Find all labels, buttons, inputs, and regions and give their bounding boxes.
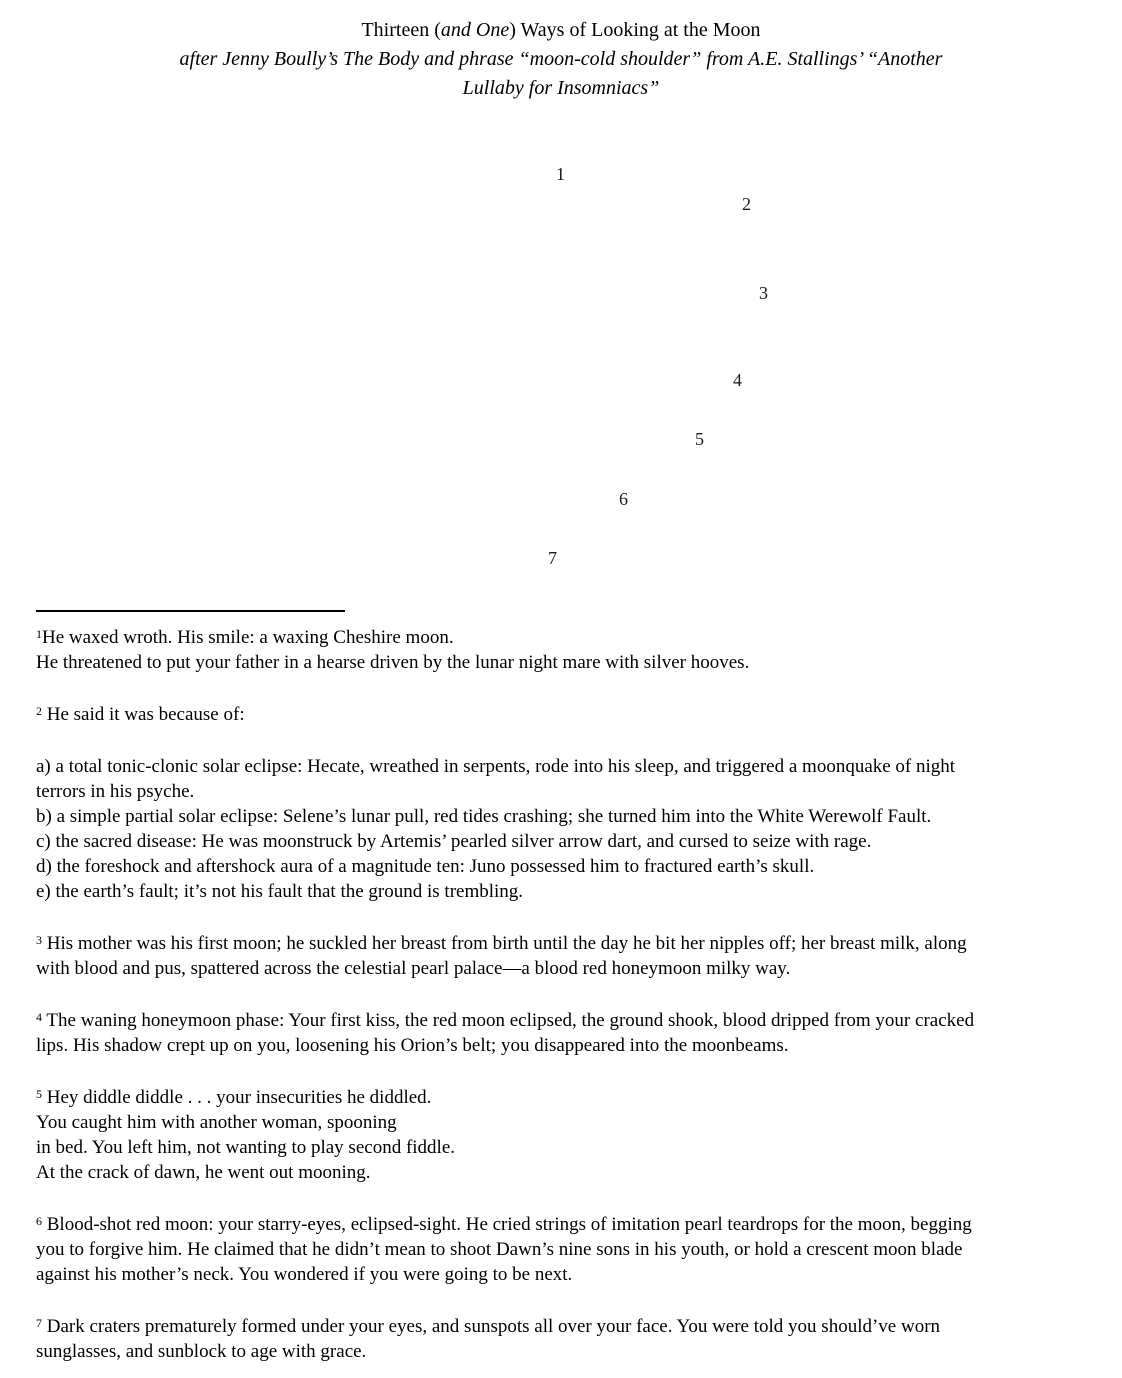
footnote-6-marker: 6 [36, 1214, 42, 1228]
footnote-3 [36, 931, 1092, 981]
footnote-ref-6: 6 [619, 489, 628, 509]
footnote-4 [36, 1008, 1092, 1058]
footnote-line: in bed. You left him, not wanting to play second fiddle. [36, 1137, 456, 1158]
footnote-line: against his mother’s neck. You wondered if you were going to be next. [36, 1264, 573, 1285]
footnote-ref-7: 7 [548, 548, 557, 568]
footnote-ref-4: 4 [733, 370, 742, 390]
footnote-line: At the crack of dawn, he went out mooning. [36, 1162, 371, 1183]
footnote-line [36, 1212, 1092, 1237]
subtitle-line-2: Lullaby for Insomniacs” [462, 77, 660, 99]
footnote-line [36, 1314, 1092, 1339]
footnote-text: His mother was his first moon; he suckled her breast from birth until the day he bit her nipples off; her breast milk, along [42, 933, 967, 954]
footnote-7-marker: 7 [36, 1316, 42, 1330]
footnote-5 [36, 1085, 1092, 1185]
footnote-list-item-b: b) a simple partial solar eclipse: Selene’s lunar pull, red tides crashing; she turned him into the White Werewolf Fault. [36, 806, 932, 827]
footnote-list-item-a: a) a total tonic-clonic solar eclipse: Hecate, wreathed in serpents, rode into his sleep, and triggered a moonquake of night [36, 756, 956, 777]
footnote-3-marker: 3 [36, 933, 42, 947]
footnote-4-marker: 4 [36, 1010, 42, 1024]
footnote-6 [36, 1212, 1092, 1287]
subtitle-line-1: after Jenny Boully’s The Body and phrase “moon-cold shoulder” from A.E. Stallings’ “Another [179, 48, 943, 70]
footnote-ref-5: 5 [695, 429, 704, 449]
footnote-1-marker: 1 [36, 627, 42, 641]
footnote-line [36, 1085, 1092, 1110]
footnote-line: You caught him with another woman, spooning [36, 1112, 397, 1133]
footnote-line [36, 1008, 1092, 1033]
footnote-text: He waxed wroth. His smile: a waxing Cheshire moon. [42, 627, 454, 648]
footnote-text: The waning honeymoon phase: Your first kiss, the red moon eclipsed, the ground shook, blood dripped from your cracked [42, 1010, 975, 1031]
footnote-list-item-a-cont: terrors in his psyche. [36, 781, 195, 802]
footnote-5-marker: 5 [36, 1087, 42, 1101]
footnote-text: He said it was because of: [42, 704, 245, 725]
footnotes-section [36, 625, 1092, 1364]
footnote-line [36, 931, 1092, 956]
footnote-text: Hey diddle diddle . . . your insecurities he diddled. [42, 1087, 432, 1108]
footnote-line [36, 702, 1092, 727]
footnote-line: He threatened to put your father in a hearse driven by the lunar night mare with silver hooves. [36, 652, 750, 673]
footnote-7 [36, 1314, 1092, 1364]
footnote-text: Blood-shot red moon: your starry-eyes, eclipsed-sight. He cried strings of imitation pearl teardrops for the moon, begging [42, 1214, 972, 1235]
footnote-line: lips. His shadow crept up on you, loosening his Orion’s belt; you disappeared into the moonbeams. [36, 1035, 789, 1056]
footnote-2 [36, 702, 1092, 727]
footnote-list-item-e: e) the earth’s fault; it’s not his fault that the ground is trembling. [36, 881, 524, 902]
poem-title [0, 16, 1122, 45]
title-text-part2: ) Ways of Looking at the Moon [509, 19, 761, 41]
title-text-italic: and One [440, 19, 510, 41]
footnote-1 [36, 625, 1092, 675]
footnote-ref-2: 2 [742, 194, 751, 214]
poem-subtitle [0, 45, 1122, 103]
footnote-line: sunglasses, and sunblock to age with grace. [36, 1341, 367, 1362]
footnote-separator-rule [36, 610, 345, 612]
footnote-2-list [36, 754, 1092, 904]
footnote-ref-3: 3 [759, 283, 768, 303]
footnote-line [36, 625, 1092, 650]
footnote-line: with blood and pus, spattered across the celestial pearl palace—a blood red honeymoon milky way. [36, 958, 791, 979]
footnote-line: you to forgive him. He claimed that he didn’t mean to shoot Dawn’s nine sons in his youth, or hold a crescent moon blade [36, 1239, 963, 1260]
footnote-list-item-d: d) the foreshock and aftershock aura of a magnitude ten: Juno possessed him to fractured earth’s skull. [36, 856, 815, 877]
footnote-text: Dark craters prematurely formed under your eyes, and sunspots all over your face. You were told you should’ve worn [42, 1316, 941, 1337]
title-block [0, 16, 1122, 103]
footnote-ref-1: 1 [556, 164, 565, 184]
title-text-part1: Thirteen ( [361, 19, 441, 41]
footnote-list-item-c: c) the sacred disease: He was moonstruck by Artemis’ pearled silver arrow dart, and cursed to seize with rage. [36, 831, 872, 852]
footnote-2-marker: 2 [36, 704, 42, 718]
